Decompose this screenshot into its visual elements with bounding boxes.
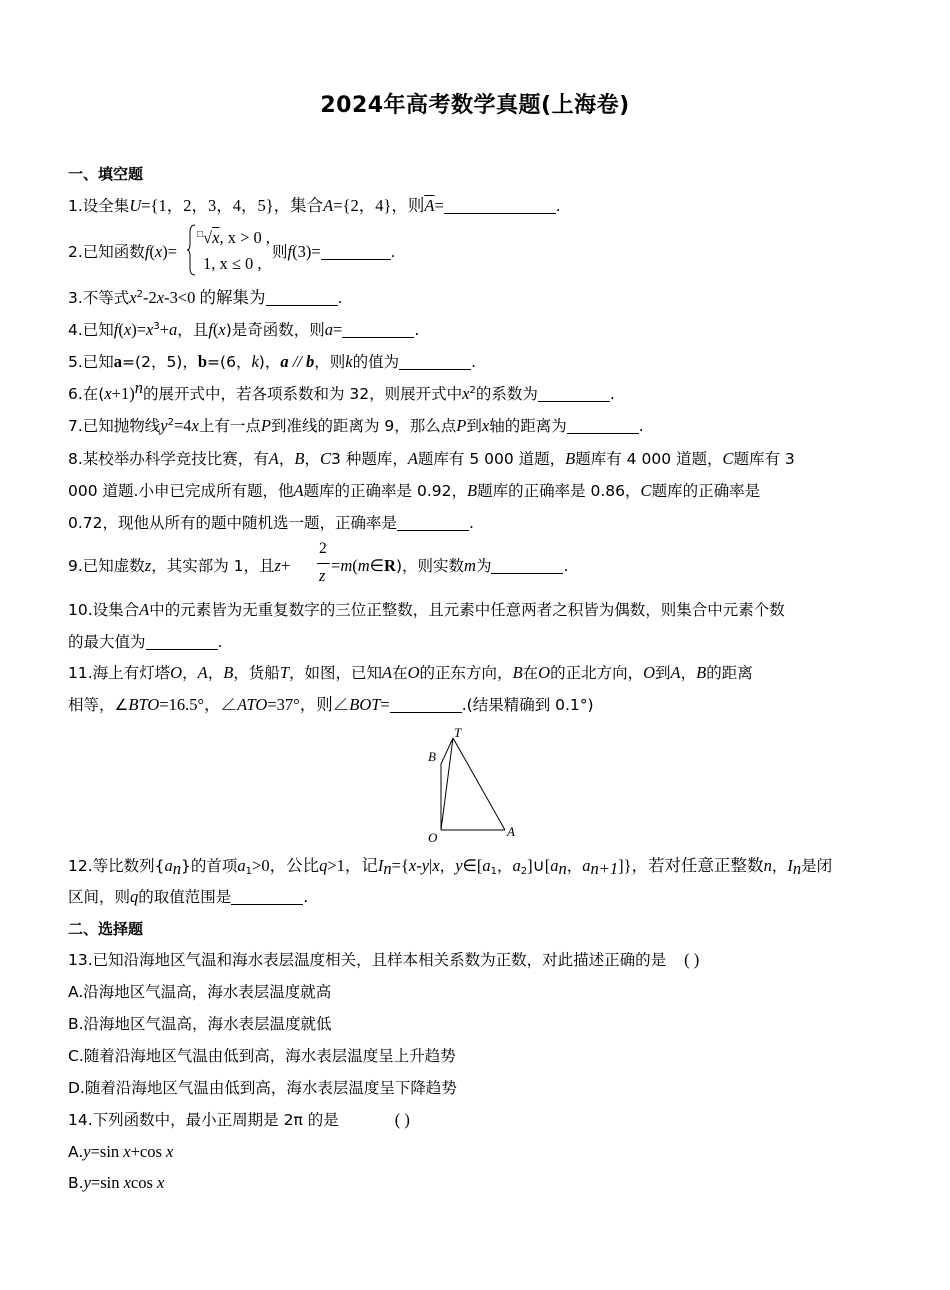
answer-blank (266, 291, 338, 306)
question-2-tail: 则f(3)= . (272, 242, 396, 261)
section-fill-blank-heading: 一、填空题 (68, 165, 144, 183)
fraction-numerator: 2 (319, 540, 327, 557)
piecewise-case-1: □√x, x > 0 , (197, 228, 270, 247)
root-symbol: √ (203, 228, 213, 247)
point-T-label: T (454, 725, 462, 740)
question-12-line-1: 12.等比数列$\{a_n\}$的首项$a_1>0$，公比q>1，记$I_n=\{x-y|x$，$y\in[a_1$，$a_2]\cup[a_n$，$a_{n+1}$]}，若对任意正整数n，$I_n$是闭 (68, 856, 833, 878)
question-5: 5.已知a=(2，5)，b=(6，k)，a // b，则k的值为 . (68, 352, 477, 371)
question-9-tail: =m(m∈R)，则实数m为 . (331, 556, 569, 575)
question-7: 7.已知抛物线$y^2=4x$上有一点P到准线的距离为 9，那么点P到x轴的距离为 . (68, 416, 644, 435)
answer-blank (390, 698, 462, 713)
question-4: 4.已知$f(x)=x^3+a$，且f(x)是奇函数，则a= . (68, 320, 420, 339)
question-2-label: 2.已知函数f(x)= (68, 242, 178, 261)
page-title: 2024年高考数学真题(上海卷) (320, 93, 630, 118)
answer-blank (444, 199, 556, 214)
question-8-line-3: 0.72，现他从所有的题中随机选一题，正确率是 . (68, 514, 474, 532)
fraction-bar (317, 563, 330, 564)
point-B-label: B (428, 749, 436, 764)
answer-blank (397, 516, 469, 531)
answer-blank (399, 355, 471, 370)
answer-blank (567, 419, 639, 434)
lighthouse-diagram (415, 720, 525, 845)
question-6: 6.在$(x+1)^n$的展开式中，若各项系数和为 32，则展开式中$x^2$的系数为 . (68, 378, 615, 403)
question-8-line-2: 000 道题.小申已完成所有题，他A题库的正确率是 0.92，B题库的正确率是 0.86，C题库的正确率是 (68, 481, 761, 500)
root-index-placeholder: □ (197, 229, 204, 240)
answer-blank (146, 635, 218, 650)
fraction-denominator: z (319, 566, 326, 585)
answer-blank (321, 245, 391, 260)
question-14-option-a: A.y=sin x+cos x (68, 1142, 174, 1161)
piecewise-case-2: 1, x ≤ 0 , (203, 254, 262, 273)
question-13-option-a: A.沿海地区气温高，海水表层温度就高 (68, 983, 332, 1001)
question-12-line-2: 区间，则q的取值范围是 . (68, 887, 309, 906)
question-11-line-1: 11.海上有灯塔O，A，B，货船T，如图，已知A在O的正东方向，B在O的正北方向，O到A，B的距离 (68, 663, 753, 682)
answer-blank (538, 387, 610, 402)
question-1: 1.设全集U={1，2，3，4，5}，集合A={2，4}，则$\overline{A}=$ . (68, 196, 561, 215)
question-13-option-c: C.随着沿海地区气温由低到高，海水表层温度呈上升趋势 (68, 1047, 456, 1065)
question-13-option-b: B.沿海地区气温高，海水表层温度就低 (68, 1015, 332, 1033)
question-3: 3.不等式$x^2-2x-3<0$ 的解集为 . (68, 288, 343, 307)
question-8-line-1: 8.某校举办科学竞技比赛，有A，B，C3 种题库，A题库有 5 000 道题，B题库有 4 000 道题，C题库有 3 (68, 449, 795, 468)
section-choice-heading: 二、选择题 (68, 920, 144, 938)
segment-TA (453, 738, 505, 830)
question-14: 14.下列函数中，最小正周期是 2π 的是 ( ) (68, 1110, 410, 1129)
answer-blank (342, 323, 414, 338)
question-13: 13.已知沿海地区气温和海水表层温度相关，且样本相关系数为正数，对此描述正确的是 ( ) (68, 950, 700, 969)
question-11-line-2: 相等，∠BTO=16.5°，∠ATO=37°，则∠BOT= .(结果精确到 0.1°) (68, 695, 594, 714)
point-O-label: O (428, 830, 438, 845)
question-14-option-b: B.y=sin xcos x (68, 1173, 165, 1192)
question-9-head: 9.已知虚数z，其实部为 1，且z+ (68, 556, 291, 575)
question-10-line-2: 的最大值为 . (68, 633, 223, 651)
piecewise-brace (187, 224, 197, 276)
answer-blank (491, 559, 563, 574)
answer-blank (231, 890, 303, 905)
question-13-option-d: D.随着沿海地区气温由低到高，海水表层温度呈下降趋势 (68, 1079, 457, 1097)
question-10-line-1: 10.设集合A中的元素皆为无重复数字的三位正整数，且元素中任意两者之积皆为偶数，则集合中元素个数 (68, 600, 785, 619)
point-A-label: A (507, 824, 515, 839)
